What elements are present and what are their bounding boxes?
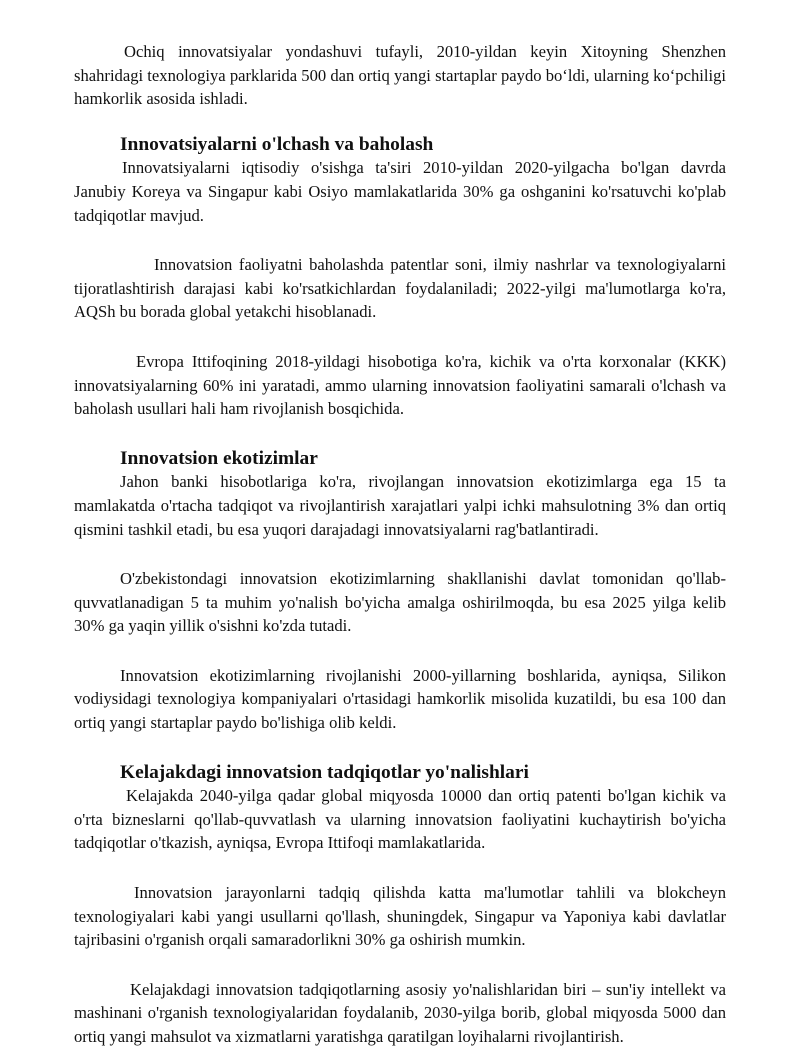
paragraph-big-data-blockchain: Innovatsion jarayonlarni tadqiq qilishda katta ma'lumotlar tahlili va blokcheyn texnologiyalari kabi yangi usullarni qo'llash, shuningdek, Singapur va Yaponiya kabi davlatlar tajribasini o'rganish orqali samaradorlikni 30% ga oshirish mumkin.: [74, 883, 726, 950]
paragraph-assessment-indicators: Innovatsion faoliyatni baholashda patentlar soni, ilmiy nashrlar va texnologiyalarni tijoratlashtirish darajasi kabi ko'rsatkichlardan foydalaniladi; 2022-yilgi ma'lumotlarga ko'ra, AQSh bu borada global yetakchi hisoblanadi.: [74, 255, 726, 322]
spacer: [74, 855, 726, 881]
spacer: [74, 324, 726, 350]
paragraph-2040-patents: Kelajakda 2040-yilga qadar global miqyosda 10000 dan ortiq patenti bo'lgan kichik va o'rta bizneslarni qo'llab-quvvatlash va ularning innovatsion faoliyatini kuchaytirish bo'yicha tadqiqotlar o'tkazish, ayniqsa, Evropa Ittifoqi mamlakatlarida.: [74, 786, 726, 853]
paragraph-shenzhen-startups: Ochiq innovatsiyalar yondashuvi tufayli, 2010-yildan keyin Xitoyning Shenzhen shahridagi texnologiya parklarida 500 dan ortiq yangi startaplar paydo boʻldi, ularning koʻpchiligi hamkorlik asosida ishladi.: [74, 42, 726, 109]
spacer: [74, 952, 726, 978]
spacer: [74, 227, 726, 253]
heading-future-research: Kelajakdagi innovatsion tadqiqotlar yo'nalishlari: [120, 761, 529, 783]
spacer: [74, 421, 726, 447]
heading-innovation-ecosystems: Innovatsion ekotizimlar: [120, 447, 318, 469]
paragraph-world-bank: Jahon banki hisobotlariga ko'ra, rivojlangan innovatsion ekotizimlarga ega 15 ta mamlakatda o'rtacha tadqiqot va rivojlantirish xarajatlari yalpi ichki mahsulotning 3% dan ortiq qismini tashkil etadi, bu esa yuqori darajadagi innovatsiyalarni rag'batlantiradi.: [74, 472, 726, 539]
paragraph-silicon-valley: Innovatsion ekotizimlarning rivojlanishi 2000-yillarning boshlarida, ayniqsa, Silikon vodiysidagi texnologiya kompaniyalari o'rtasidagi hamkorlik misolida kuzatildi, bu esa 100 dan ortiq yangi startaplar paydo bo'lishiga olib keldi.: [74, 665, 726, 733]
document-page: [74, 40, 726, 1049]
heading-measuring-innovation: Innovatsiyalarni o'lchash va baholash: [120, 133, 434, 155]
paragraph-asia-growth: Innovatsiyalarni iqtisodiy o'sishga ta'siri 2010-yildan 2020-yilgacha bo'lgan davrda Janubiy Koreya va Singapur kabi Osiyo mamlakatlarida 30% ga oshganini ko'rsatuvchi ko'plab tadqiqotlar mavjud.: [74, 158, 726, 225]
paragraph-ai-ml: Kelajakdagi innovatsion tadqiqotlarning asosiy yo'nalishlaridan biri – sun'iy intellekt va mashinani o'rganish texnologiyalaridan foydalanib, 2030-yilga borib, global miqyosda 5000 dan ortiq yangi mahsulot va xizmatlarni yaratishga qaratilgan loyihalarni rivojlantirish.: [74, 979, 726, 1046]
spacer: [74, 111, 726, 133]
paragraph-eu-report: Evropa Ittifoqining 2018-yildagi hisobotiga ko'ra, kichik va o'rta korxonalar (KKK) innovatsiyalarning 60% ini yaratadi, ammo ularning innovatsion faoliyatini samarali o'lchash va baholash usullari hali ham rivojlanish bosqichida.: [74, 351, 726, 419]
spacer: [74, 638, 726, 664]
spacer: [74, 541, 726, 567]
spacer: [74, 735, 726, 761]
paragraph-uzbekistan-ecosystem: O'zbekistondagi innovatsion ekotizimlarning shakllanishi davlat tomonidan qo'llab-quvvatlanadigan 5 ta muhim yo'nalish bo'yicha amalga oshirilmoqda, bu esa 2025 yilga kelib 30% ga yaqin yillik o'sishni ko'zda tutadi.: [74, 569, 726, 636]
